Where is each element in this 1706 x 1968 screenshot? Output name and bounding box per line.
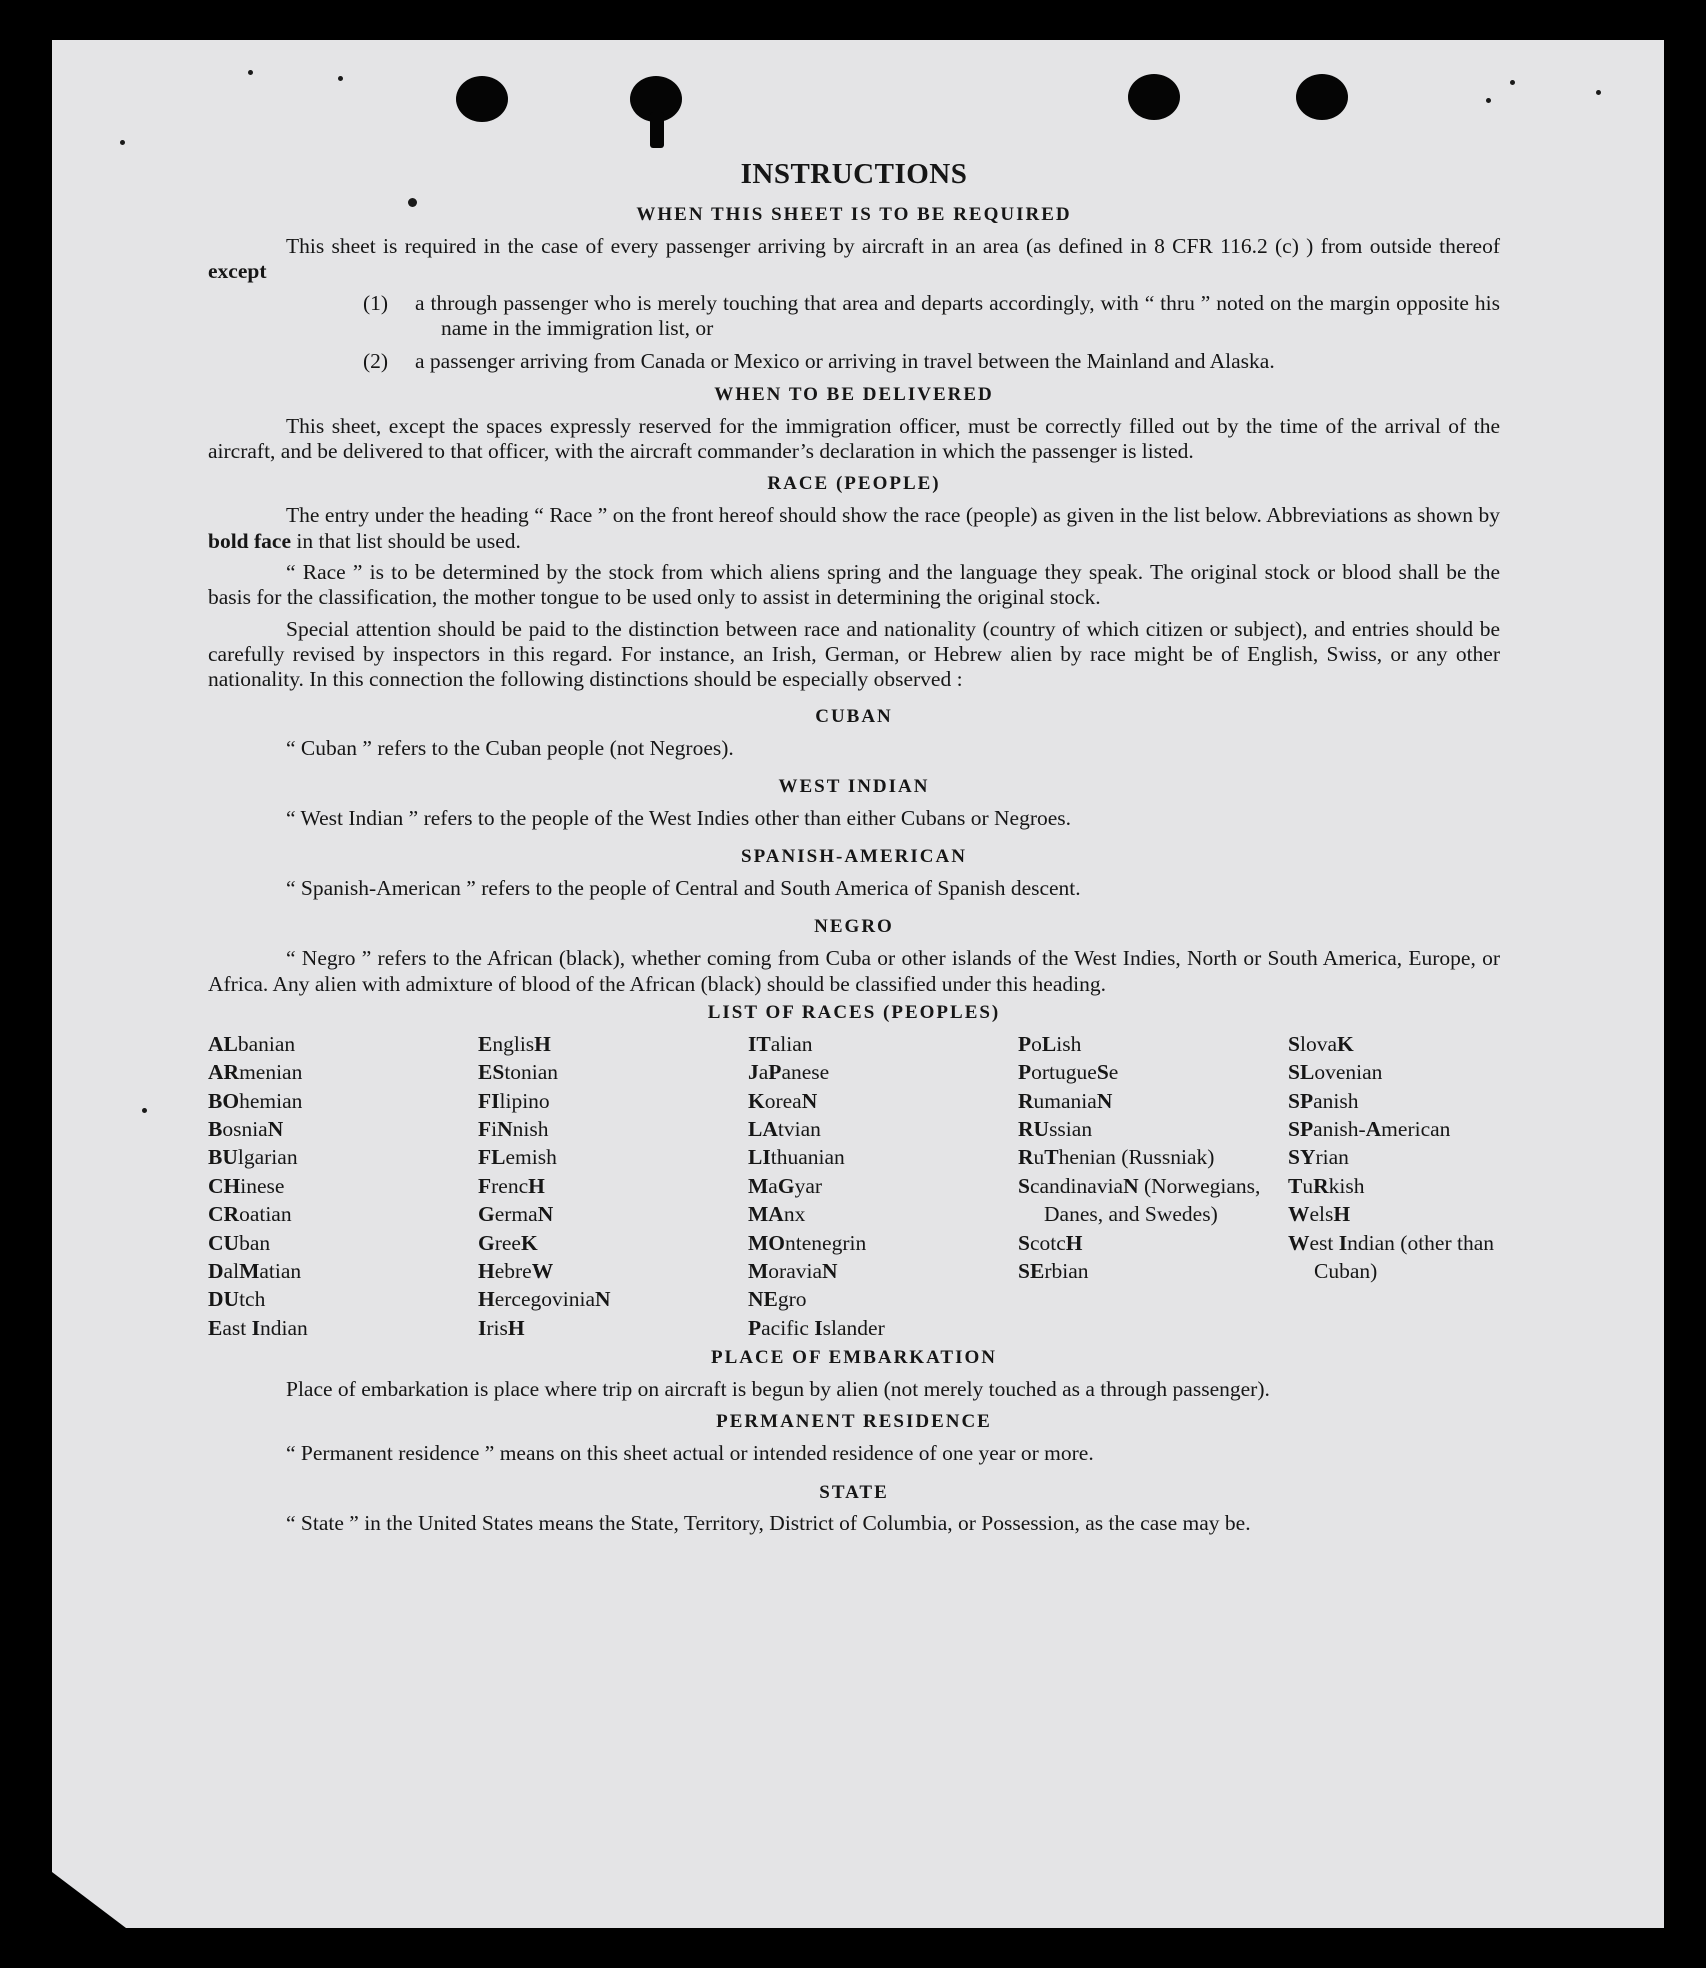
race-entry: FIlipino — [478, 1088, 550, 1113]
race-paragraph-1: The entry under the heading “ Race ” on the front hereof should show the race (people) as given in the list below. Abbreviations as shown by bold face in that list should be used. — [208, 503, 1500, 553]
race-entry: MoraviaN — [748, 1258, 838, 1283]
race-entry: ScotcH — [1018, 1230, 1083, 1255]
race-entry: PoLish — [1018, 1031, 1082, 1056]
speck — [142, 1108, 147, 1113]
section-heading-negro: NEGRO — [814, 916, 894, 938]
speck — [248, 70, 253, 75]
races-column — [208, 1030, 478, 1342]
race-entry: PortugueSe — [1018, 1060, 1119, 1085]
document-body — [208, 160, 1500, 1543]
race-entry: CHinese — [208, 1173, 285, 1198]
race-entry: GreeK — [478, 1230, 538, 1255]
speck — [120, 140, 125, 145]
race-entry: ALbanian — [208, 1031, 296, 1056]
races-list — [208, 1030, 1500, 1342]
race-entry: ITalian — [748, 1031, 813, 1056]
race-entry: HebreW — [478, 1258, 554, 1283]
embarkation-text: Place of embarkation is place where trip on aircraft is begun by alien (not merely touched as a through passenger). — [286, 1376, 1270, 1401]
race-entry: RUssian — [1018, 1117, 1093, 1142]
race-entry: SErbian — [1018, 1258, 1089, 1283]
race-entry: RuThenian (Russniak) — [1018, 1145, 1215, 1170]
section-heading-state: STATE — [819, 1481, 889, 1503]
races-column — [1288, 1030, 1500, 1342]
race-entry: SPanish-American — [1288, 1117, 1451, 1142]
race-entry: EnglisH — [478, 1031, 551, 1056]
race-entry: IrisH — [478, 1315, 525, 1340]
race-entry: CUban — [208, 1230, 271, 1255]
races-column — [478, 1030, 748, 1342]
race-entry: LIthuanian — [748, 1145, 845, 1170]
race-entry: DalMatian — [208, 1258, 302, 1283]
speck — [1510, 80, 1515, 85]
race-entry: DUtch — [208, 1287, 266, 1312]
race-entry: EStonian — [478, 1060, 559, 1085]
speck — [1486, 98, 1491, 103]
race-entry: CRoatian — [208, 1202, 292, 1227]
race-entry: BUlgarian — [208, 1145, 298, 1170]
speck — [1596, 90, 1601, 95]
spanish-american-text: “ Spanish-American ” refers to the people of Central and South America of Spanish descent. — [286, 876, 1081, 901]
races-column — [748, 1030, 1018, 1342]
speck — [338, 76, 343, 81]
west-indian-text: “ West Indian ” refers to the people of the West Indies other than either Cubans or Negroes. — [286, 805, 1072, 830]
race-entry: FLemish — [478, 1145, 557, 1170]
negro-text: “ Negro ” refers to the African (black), whether coming from Cuba or other islands of the West Indies, North or South America, Europe, or Africa. Any alien with admixture of blood of the African (black) should be classified under this heading. — [208, 946, 1500, 996]
section-heading-spanish-american: SPANISH-AMERICAN — [741, 846, 967, 868]
section-heading-race: RACE (PEOPLE) — [767, 473, 941, 495]
race-entry: JaPanese — [748, 1060, 830, 1085]
section-heading-cuban: CUBAN — [815, 705, 893, 727]
race-entry: SYrian — [1288, 1145, 1349, 1170]
race-entry: SlovaK — [1288, 1031, 1354, 1056]
race-entry: ARmenian — [208, 1060, 303, 1085]
race-entry: FiNnish — [478, 1117, 549, 1142]
race-entry: NEgro — [748, 1287, 807, 1312]
race-entry: East Indian — [208, 1315, 308, 1340]
section-heading-delivered: WHEN TO BE DELIVERED — [714, 383, 994, 405]
cuban-text: “ Cuban ” refers to the Cuban people (not Negroes). — [286, 735, 734, 760]
page-title: INSTRUCTIONS — [740, 158, 968, 190]
race-entry: TuRkish — [1288, 1173, 1365, 1198]
race-entry: BOhemian — [208, 1088, 303, 1113]
delivered-text: This sheet, except the spaces expressly reserved for the immigration officer, must be correctly filled out by the time of the arrival of the aircraft, and be delivered to that officer, with the aircraft commander’s declaration in which the passenger is listed. — [208, 413, 1500, 463]
punch-hole-tear — [650, 112, 664, 148]
section-heading-required: WHEN THIS SHEET IS TO BE REQUIRED — [636, 204, 1072, 225]
race-entry: BosniaN — [208, 1117, 284, 1142]
race-entry: GermaN — [478, 1202, 554, 1227]
exception-item-2: (2) a passenger arriving from Canada or Mexico or arriving in travel between the Mainland and Alaska. — [363, 349, 1275, 374]
race-entry: KoreaN — [748, 1088, 818, 1113]
exception-item-1: (1) a through passenger who is merely touching that area and departs accordingly, with “ thru ” noted on the margin opposite his name in the immigration list, or — [363, 290, 1500, 340]
race-entry: FrencH — [478, 1173, 545, 1198]
required-intro: This sheet is required in the case of every passenger arriving by aircraft in an area (as defined in 8 CFR 116.2 (c) ) from outside thereof except — [208, 233, 1500, 284]
residence-text: “ Permanent residence ” means on this sheet actual or intended residence of one year or more. — [286, 1441, 1094, 1466]
punch-hole — [1128, 74, 1180, 120]
race-entry: HercegoviniaN — [478, 1287, 611, 1312]
section-heading-list-of-races: LIST OF RACES (PEOPLES) — [707, 1002, 1001, 1024]
races-column — [1018, 1030, 1288, 1342]
race-entry: West Indian (other than Cuban) — [1288, 1230, 1495, 1283]
section-heading-residence: PERMANENT RESIDENCE — [716, 1411, 992, 1433]
race-paragraph-2: “ Race ” is to be determined by the stock from which aliens spring and the language they speak. The original stock or blood shall be the basis for the classification, the mother tongue to be used only to assist in determining the original stock. — [208, 559, 1500, 610]
section-heading-west-indian: WEST INDIAN — [778, 775, 930, 797]
state-text: “ State ” in the United States means the State, Territory, District of Columbia, or Possession, as the case may be. — [286, 1511, 1251, 1536]
section-heading-embarkation: PLACE OF EMBARKATION — [711, 1347, 997, 1369]
punch-hole — [456, 76, 508, 122]
race-entry: RumaniaN — [1018, 1088, 1113, 1113]
race-entry: ScandinaviaN (Norwegians, Danes, and Swedes) — [1018, 1173, 1261, 1227]
race-entry: SPanish — [1288, 1088, 1359, 1113]
race-entry: MaGyar — [748, 1173, 823, 1198]
race-entry: LAtvian — [748, 1117, 821, 1142]
race-entry: MOntenegrin — [748, 1230, 867, 1255]
race-paragraph-3: Special attention should be paid to the distinction between race and nationality (country of which citizen or subject), and entries should be carefully revised by inspectors in this regard. For instance, an Irish, German, or Hebrew alien by race might be of English, Swiss, or any other nationality. In this connection the following distinctions should be especially observed : — [208, 616, 1500, 692]
race-entry: SLovenian — [1288, 1060, 1383, 1085]
race-entry: WelsH — [1288, 1202, 1351, 1227]
punch-hole — [1296, 74, 1348, 120]
race-entry: MAnx — [748, 1202, 806, 1227]
race-entry: Pacific Islander — [748, 1315, 885, 1340]
